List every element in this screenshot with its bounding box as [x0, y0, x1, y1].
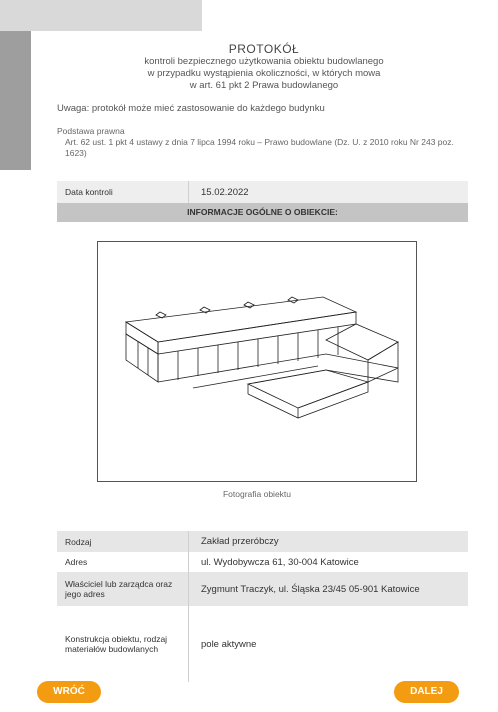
- building-sketch-image: [98, 242, 416, 481]
- address-row: [57, 552, 468, 572]
- next-button[interactable]: DALEJ: [394, 681, 459, 703]
- document-header: [60, 42, 468, 92]
- general-info-header: INFORMACJE OGÓLNE O OBIEKCIE:: [57, 203, 468, 222]
- inspection-date-value: 15.02.2022: [201, 186, 249, 198]
- document-title: PROTOKÓŁ: [228, 42, 300, 56]
- inspection-date-row: [57, 181, 468, 203]
- construction-field[interactable]: pole aktywne: [201, 638, 257, 650]
- object-type-value: Zakład przeróbczy: [201, 536, 279, 547]
- object-type-row: [57, 531, 468, 552]
- left-decor-bar: [0, 31, 31, 170]
- address-value: ul. Wydobywcza 61, 30-004 Katowice: [201, 556, 359, 568]
- owner-row: [57, 572, 468, 606]
- address-label: Adres: [65, 557, 88, 567]
- legal-basis-text: Art. 62 ust. 1 pkt 4 ustawy z dnia 7 lipca 1994 roku – Prawo budowlane (Dz. U. z 2010 roku Nr 243 poz. 1623): [65, 137, 454, 158]
- document-subtitle-line-2: w przypadku wystąpienia okoliczności, w których mowa: [147, 68, 381, 79]
- object-type-label: Rodzaj: [65, 536, 92, 547]
- top-decor-bar: [0, 0, 202, 31]
- construction-label: Konstrukcja obiektu, rodzaj materiałów budowlanych: [65, 634, 168, 654]
- owner-value: Zygmunt Traczyk, ul. Śląska 23/45 05-901 Katowice: [201, 583, 420, 595]
- inspection-date-label: Data kontroli: [65, 187, 113, 197]
- construction-row[interactable]: [57, 606, 468, 682]
- object-photo: [97, 241, 417, 482]
- owner-label: Właściciel lub zarządca oraz jego adres: [65, 579, 173, 599]
- back-button[interactable]: WRÓĆ: [37, 681, 101, 703]
- column-divider: [188, 181, 189, 203]
- usage-note: Uwaga: protokół może mieć zastosowanie do każdego budynku: [57, 103, 325, 114]
- document-subtitle-line-3: w art. 61 pkt 2 Prawa budowlanego: [189, 80, 339, 91]
- document-subtitle-line-1: kontroli bezpiecznego użytkowania obiektu budowlanego: [144, 56, 384, 67]
- column-divider: [188, 531, 189, 682]
- legal-basis-label: Podstawa prawna: [57, 126, 125, 136]
- photo-caption: Fotografia obiektu: [222, 489, 292, 499]
